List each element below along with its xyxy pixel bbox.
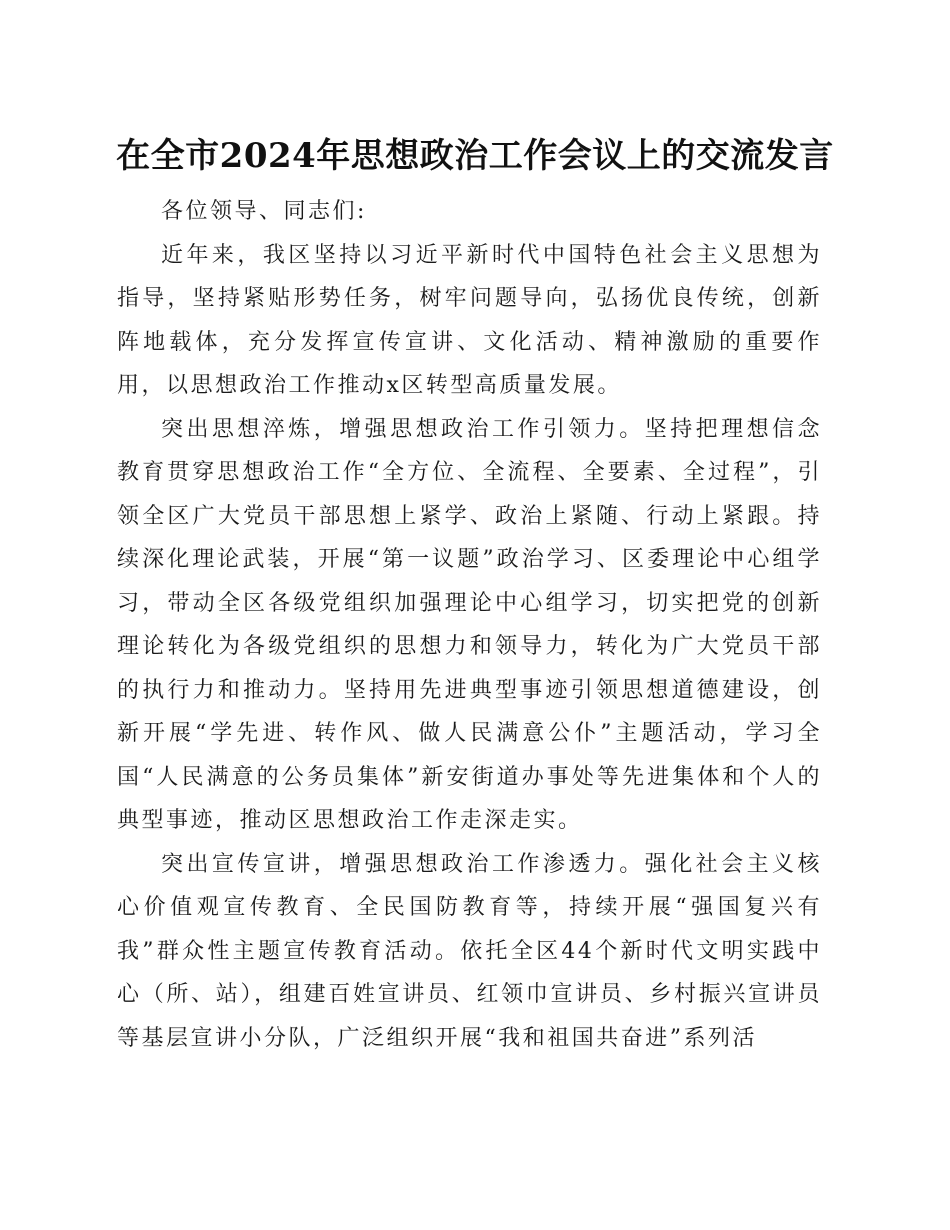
paragraph-intro: 近年来，我区坚持以习近平新时代中国特色社会主义思想为指导，坚持紧贴形势任务，树牢问题导向，弘扬优良传统，创新阵地载体，充分发挥宣传宣讲、文化活动、精神激励的重要作用，以思想政治工作推动x区转型高质量发展。 <box>117 242 822 398</box>
paragraph-thought-refinement: 突出思想淬炼，增强思想政治工作引领力。坚持把理想信念教育贯穿思想政治工作“全方位、全流程、全要素、全过程”，引领全区广大党员干部思想上紧学、政治上紧随、行动上紧跟。持续深化理论武装，开展“第一议题”政治学习、区委理论中心组学习，带动全区各级党组织加强理论中心组学习，切实把党的创新理论转化为各级党组织的思想力和领导力，转化为广大党员干部的执行力和推动力。坚持用先进典型事迹引领思想道德建设，创新开展“学先进、转作风、做人民满意公仆”主题活动，学习全国“人民满意的公务员集体”新安街道办事处等先进集体和个人的典型事迹，推动区思想政治工作走深走实。 <box>117 416 822 833</box>
document-body <box>117 160 822 1060</box>
salutation: 各位领导、同志们: <box>161 199 367 224</box>
document-title: 在全市2024年思想政治工作会议上的交流发言 <box>116 136 834 176</box>
paragraph-publicity-lectures: 突出宣传宣讲，增强思想政治工作渗透力。强化社会主义核心价值观宣传教育、全民国防教育等，持续开展“强国复兴有我”群众性主题宣传教育活动。依托全区44个新时代文明实践中心（所、站），组建百姓宣讲员、红领巾宣讲员、乡村振兴宣讲员等基层宣讲小分队，广泛组织开展“我和祖国共奋进”系列活 <box>117 851 822 1051</box>
